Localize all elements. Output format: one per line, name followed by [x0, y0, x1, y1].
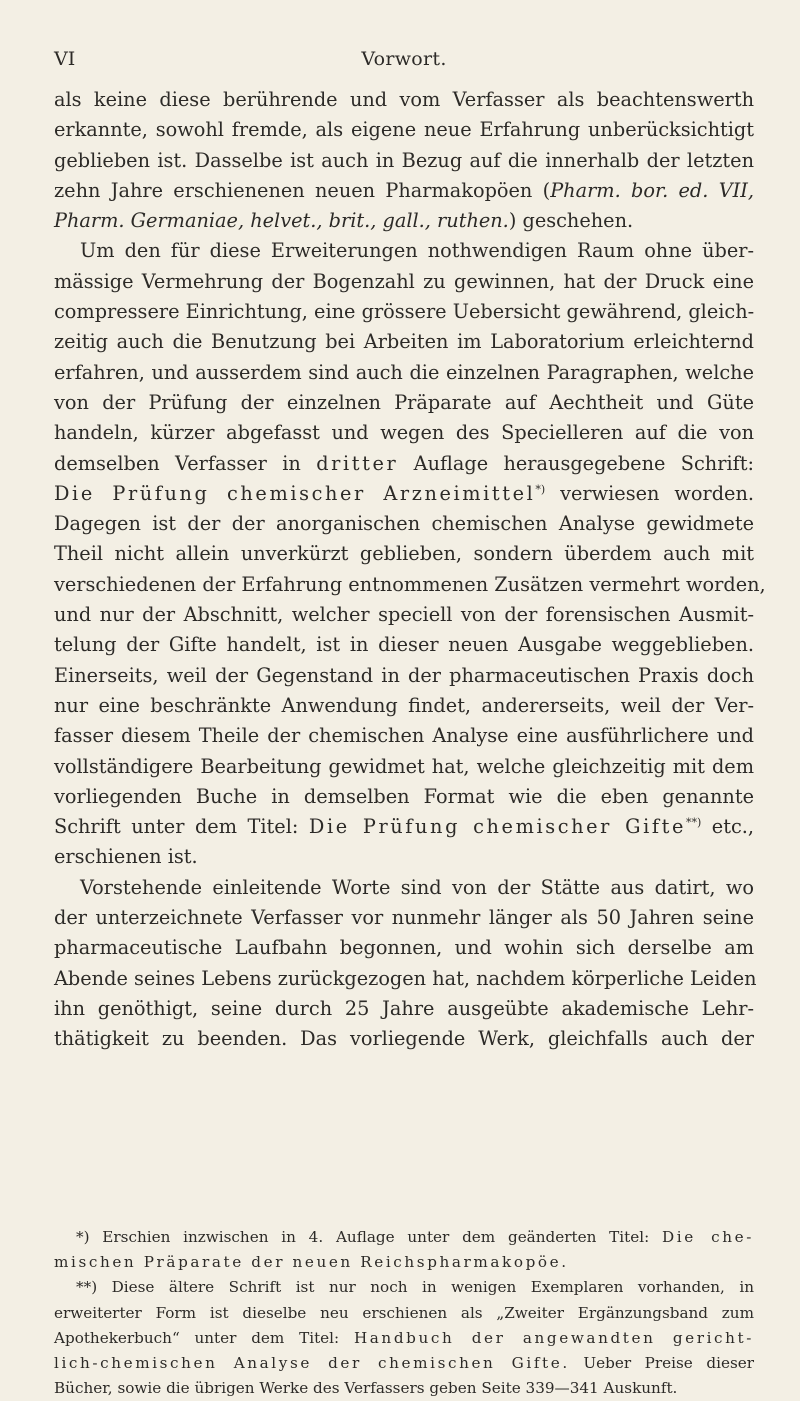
- text-run: geblieben ist. Dasselbe ist auch in Bezug auf die innerhalb der letzten: [54, 148, 754, 172]
- text-line: [54, 964, 757, 994]
- text-run: pharmaceutische Laufbahn begonnen, und wohin sich derselbe am: [54, 936, 754, 960]
- footnote-line: [54, 1250, 754, 1275]
- text-line: [54, 933, 754, 963]
- text-line: [54, 782, 754, 812]
- text-line: [54, 539, 754, 569]
- text-run: Dagegen ist der der anorganischen chemischen Analyse gewidmete: [54, 512, 754, 536]
- text-run: nur eine beschränkte Anwendung findet, andererseits, weil der Ver-: [54, 693, 754, 717]
- text-run: Auflage herausgegebene Schrift:: [398, 451, 754, 475]
- text-line: [54, 479, 754, 509]
- text-run: erkannte, sowohl fremde, als eigene neue Erfahrung unberücksichtigt: [54, 118, 754, 142]
- text-run: telung der Gifte handelt, ist in dieser neuen Ausgabe weggeblieben.: [54, 633, 754, 657]
- text-run: ihn genöthigt, seine durch 25 Jahre ausgeübte akademische Lehr-: [54, 996, 754, 1020]
- text-line: [54, 630, 754, 660]
- text-run: als keine diese berührende und vom Verfasser als beachtenswerth: [54, 88, 754, 111]
- text-line: [54, 509, 754, 539]
- footnotes: [54, 1225, 754, 1401]
- text-line: [54, 994, 754, 1024]
- text-run: ) geschehen.: [508, 209, 634, 233]
- text-line: [54, 236, 754, 266]
- text-run: Pharm. Germaniae, helvet., brit., gall., ruthen.: [54, 209, 509, 233]
- text-line: [54, 418, 754, 448]
- text-run: der unterzeichnete Verfasser vor nunmehr länger als 50 Jahren seine: [54, 906, 754, 930]
- text-run: Handbuch der angewandten gericht-: [353, 1328, 754, 1347]
- footnote-line: [54, 1376, 754, 1401]
- text-run: Die che-: [661, 1228, 754, 1246]
- text-run: erfahren, und ausserdem sind auch die einzelnen Paragraphen, welche: [54, 360, 754, 384]
- text-line: [54, 388, 754, 418]
- text-line: [54, 721, 754, 751]
- text-line: [54, 267, 754, 297]
- text-line: [54, 842, 754, 872]
- text-run: Vorstehende einleitende Worte sind von der Stätte aus datirt, wo: [80, 875, 754, 899]
- text-line: [54, 297, 754, 327]
- text-run: compressere Einrichtung, eine grössere Uebersicht gewährend, gleich-: [54, 300, 755, 324]
- main-text: [54, 85, 766, 1055]
- text-run: Theil nicht allein unverkürzt geblieben, sondern überdem auch mit: [54, 542, 754, 566]
- page-number: VI: [54, 48, 76, 70]
- footnote-marker: **): [685, 816, 702, 830]
- running-header: [54, 46, 754, 72]
- running-title: Vorwort.: [361, 48, 447, 70]
- text-line: [54, 449, 754, 479]
- text-run: Abende seines Lebens zurückgezogen hat, nachdem körperliche Leiden: [54, 966, 757, 990]
- text-run: verwiesen worden.: [545, 481, 754, 505]
- text-run: vorliegenden Buche in demselben Format wie die eben genannte: [54, 784, 754, 808]
- text-line: [54, 600, 754, 630]
- text-run: *) Erschien inzwischen in 4. Auflage unter dem geänderten Titel:: [76, 1228, 662, 1246]
- footnote-line: [54, 1225, 754, 1250]
- text-line: [54, 752, 754, 782]
- text-line: [54, 812, 754, 842]
- text-run: mässige Vermehrung der Bogenzahl zu gewinnen, hat der Druck eine: [54, 269, 754, 293]
- footnote-line: [54, 1275, 754, 1300]
- text-run: thätigkeit zu beenden. Das vorliegende Werk, gleichfalls auch der: [54, 1027, 754, 1051]
- text-run: erschienen ist.: [54, 845, 198, 869]
- text-run: **) Diese ältere Schrift ist nur noch in wenigen Exemplaren vorhanden, in: [76, 1278, 754, 1297]
- text-line: [54, 85, 754, 115]
- text-run: lich-chemischen Analyse der chemischen Gifte.: [54, 1353, 570, 1372]
- text-run: Einerseits, weil der Gegenstand in der pharmaceutischen Praxis doch: [54, 663, 754, 687]
- text-line: [54, 873, 754, 903]
- text-run: handeln, kürzer abgefasst und wegen des Specielleren auf die von: [54, 421, 754, 445]
- text-line: [54, 115, 754, 145]
- text-line: [54, 146, 754, 176]
- text-run: Bücher, sowie die übrigen Werke des Verfassers geben Seite 339—341 Auskunft.: [54, 1379, 678, 1398]
- text-run: von der Prüfung der einzelnen Präparate auf Aechtheit und Güte: [54, 390, 754, 414]
- text-line: [54, 903, 754, 933]
- text-line: [54, 570, 766, 600]
- footnote-marker: *): [535, 482, 546, 496]
- text-run: und nur der Abschnitt, welcher speciell von der forensischen Ausmit-: [54, 603, 754, 627]
- footnote-line: [54, 1326, 754, 1351]
- text-line: [54, 661, 754, 691]
- text-run: Um den für diese Erweiterungen nothwendigen Raum ohne über-: [80, 239, 754, 263]
- text-line: [54, 327, 754, 357]
- footnote-line: [54, 1301, 754, 1326]
- text-run: Ueber Preise dieser: [569, 1353, 754, 1372]
- text-run: Pharm. bor. ed. VII,: [550, 178, 755, 202]
- text-run: vollständigere Bearbeitung gewidmet hat, welche gleichzeitig mit dem: [54, 754, 754, 778]
- text-run: zeitig auch die Benutzung bei Arbeiten im Laboratorium erleichternd: [54, 330, 754, 354]
- text-run: fasser diesem Theile der chemischen Analyse eine ausführlichere und: [54, 724, 754, 748]
- text-line: [54, 206, 754, 236]
- text-run: dritter: [316, 451, 399, 475]
- text-run: erweiterter Form ist dieselbe neu erschienen als „Zweiter Ergänzungsband zum: [54, 1303, 754, 1322]
- text-run: Die Prüfung chemischer Gifte: [308, 815, 686, 839]
- text-run: Die Prüfung chemischer Arzneimittel: [54, 481, 536, 505]
- text-run: mischen Präparate der neuen Reichspharmakopöe.: [54, 1253, 569, 1272]
- text-run: Schrift unter dem Titel:: [54, 815, 309, 839]
- text-run: Apothekerbuch“ unter dem Titel:: [54, 1328, 354, 1347]
- text-line: [54, 1024, 754, 1054]
- text-run: verschiedenen der Erfahrung entnommenen Zusätzen vermehrt worden,: [54, 572, 766, 596]
- text-run: etc.,: [701, 815, 754, 839]
- text-line: [54, 176, 754, 206]
- text-run: demselben Verfasser in: [54, 451, 317, 475]
- text-line: [54, 691, 754, 721]
- footnote-line: [54, 1351, 754, 1376]
- text-line: [54, 358, 754, 388]
- text-run: zehn Jahre erschienenen neuen Pharmakopöen (: [54, 178, 551, 202]
